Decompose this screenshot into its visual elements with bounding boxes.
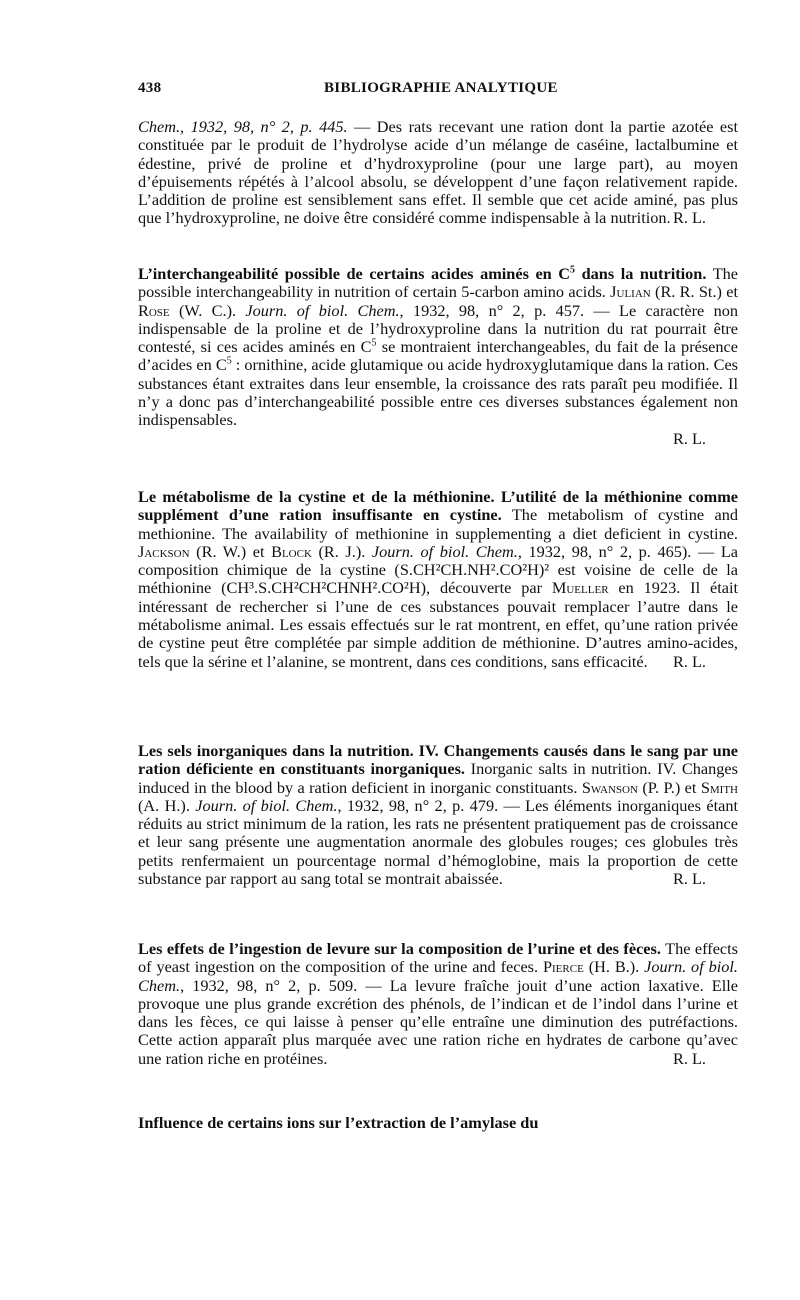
entry-journal: Journ. of biol. Chem. xyxy=(371,541,518,561)
entry-journal: Journ. of biol. Chem. xyxy=(195,795,338,815)
entry-author-initials: (R. J.). xyxy=(311,541,372,561)
entry-body: — La levure fraîche jouit d’une action laxative. Elle provoque une plus grande excrétion des phénols, de l’indican et de l’indol dans l’urine et dans les fèces, ce qui laisse à penser qu’elle entraîne une diminution des putréfactions. Cette action apparaît plus marquée avec une ration riche en hydrates de carbone qu’avec une ration riche en protéines. xyxy=(138,975,738,1068)
entry-author: Swanson xyxy=(581,777,638,797)
entry-english-title: Inorganic salts in nutrition. IV. Changes induced in the blood by a ration deficient in inorganic constituants. xyxy=(138,759,738,797)
running-title: BIBLIOGRAPHIE ANALYTIQUE xyxy=(324,80,558,96)
entry-journal: Journ. of biol. Chem. xyxy=(245,300,400,320)
entry-english-title: The possible interchangeability in nutrition of certain 5-carbon amino acids. xyxy=(138,264,739,302)
entry-author-initials: (P. P.) et xyxy=(637,777,701,797)
entry-signature: R. L. xyxy=(672,208,706,228)
entry-author-initials: (H. B.). xyxy=(583,957,645,977)
entry-sels-inorganiques xyxy=(138,742,738,888)
entry-title: Les effets de l’ingestion de levure sur la composition de l’urine et des fèces. xyxy=(138,939,661,958)
entry-author: Jackson xyxy=(138,541,190,561)
entry-author-initials: (W. C.). xyxy=(169,300,246,320)
entry-author-initials: (R. R. St.) et xyxy=(650,282,738,302)
entry-author: Smith xyxy=(700,777,738,797)
entry-title: L’interchangeabilité possible de certains acides aminés en $C^5$ dans la nutrition. xyxy=(138,264,707,283)
entry-author-initials: (R. W.) et xyxy=(189,541,272,561)
entry-signature: R. L. xyxy=(672,1048,706,1068)
page-header xyxy=(138,80,738,102)
entry-author-initials: (A. H.). xyxy=(138,795,196,815)
entry-journal: Journ. of biol. Chem. xyxy=(138,957,738,995)
entry-author: Pierce xyxy=(542,957,584,977)
entry-signature: R. L. xyxy=(672,428,706,448)
entry-signature: R. L. xyxy=(672,651,706,671)
entry-title: Influence de certains ions sur l’extraction de l’amylase du xyxy=(138,1113,539,1132)
entry-author: Block xyxy=(271,541,312,561)
entry-body: — Le caractère non indispensable de la proline et de l’hydroxyproline dans la nutrition du rat pourrait être contesté, si ces acides aminés en $C^5$ se montraient interchangeables, du fait de la présence d’acides en $C^5$ : ornithine, acide glutamique ou acide hydroxyglutamique dans la ration. Ces substances étant extraites dans leur ensemble, la croissance des rats paraît peu modifiée. Il n’y a donc pas d’interchangeabilité possible entre ces diverses substances également non indispensables. xyxy=(138,300,739,430)
entry-body: — Les éléments inorganiques étant réduits au strict minimum de la ration, les rats ne présentent pratiquement pas de croissance et leur sang présente une augmentation anormale des globules rouges; ces globules très petits renfermaient un pourcentage normal d’hémoglobine, mais la proportion de cette substance par rapport au sang total se montrait abaissée. xyxy=(138,795,738,889)
entry-citation: , 1932, 98, n° 2, p. 457. xyxy=(399,300,585,320)
entry-author: Julian xyxy=(610,282,651,302)
entry-english-title: The metabolism of cystine and methionine. The availability of methionine in supplementing a diet deficient in cystine. xyxy=(138,505,738,543)
entry-title: Le métabolisme de la cystine et de la méthionine. L’utilité de la méthionine comme supplément d’une ration insuffisante en cystine. xyxy=(138,487,738,525)
entry-citation: , 1932, 98, n° 2, p. 509. xyxy=(180,975,358,995)
entry-english-title: The effects of yeast ingestion on the composition of the urine and feces. xyxy=(138,939,739,977)
entry-citation: , 1932, 98, n° 2, p. 465). xyxy=(517,541,692,561)
entry-body: — Des rats recevant une ration dont la partie azotée est constituée par le produit de l’hydrolyse acide d’un mélange de caséine, lactalbumine et édestine, privé de proline et d’hydroxyproline (pour une large part), au moyen d’épuisements répétés à l’alcool absolu, se développent d’une façon relativement rapide. L’addition de proline est sensiblement sans effet. Il semble que cet acide aminé, pas plus que l’hydroxyproline, ne doive être considéré comme indispensable à la nutrition. xyxy=(138,117,738,228)
page-number: 438 xyxy=(138,80,162,96)
entry-cystine-methionine xyxy=(138,488,738,671)
entry-citation: , 1932, 98, n° 2, p. 479. xyxy=(337,795,499,815)
entry-levure xyxy=(138,940,738,1068)
entry-amylase xyxy=(138,1114,738,1132)
entry-title: Les sels inorganiques dans la nutrition. IV. Changements causés dans le sang par une ration déficiente en constituants inorganiques. xyxy=(138,741,738,779)
entry-proline-continuation xyxy=(138,118,738,228)
entry-author: Rose xyxy=(138,300,170,320)
entry-interchangeabilite xyxy=(138,265,738,448)
entry-signature: R. L. xyxy=(672,869,706,889)
entry-reference: Chem., 1932, 98, n° 2, p. 445. xyxy=(138,117,348,136)
entry-body: — La composition chimique de la cystine (S.CH²CH.NH².CO²H)² est voisine de celle de la méthionine (CH³.S.CH²CH²CHNH².CO²H), découverte par Mueller en 1923. Il était intéressant de rechercher si l’une de ces substances pouvait remplacer l’autre dans le métabolisme animal. Les essais effectués sur le rat montrent, en effet, qu’une ration privée de cystine peut être complétée par simple addition de méthionine. D’autres amino-acides, tels que la sérine et l’alanine, se montrent, dans ces conditions, sans efficacité. xyxy=(138,541,738,671)
